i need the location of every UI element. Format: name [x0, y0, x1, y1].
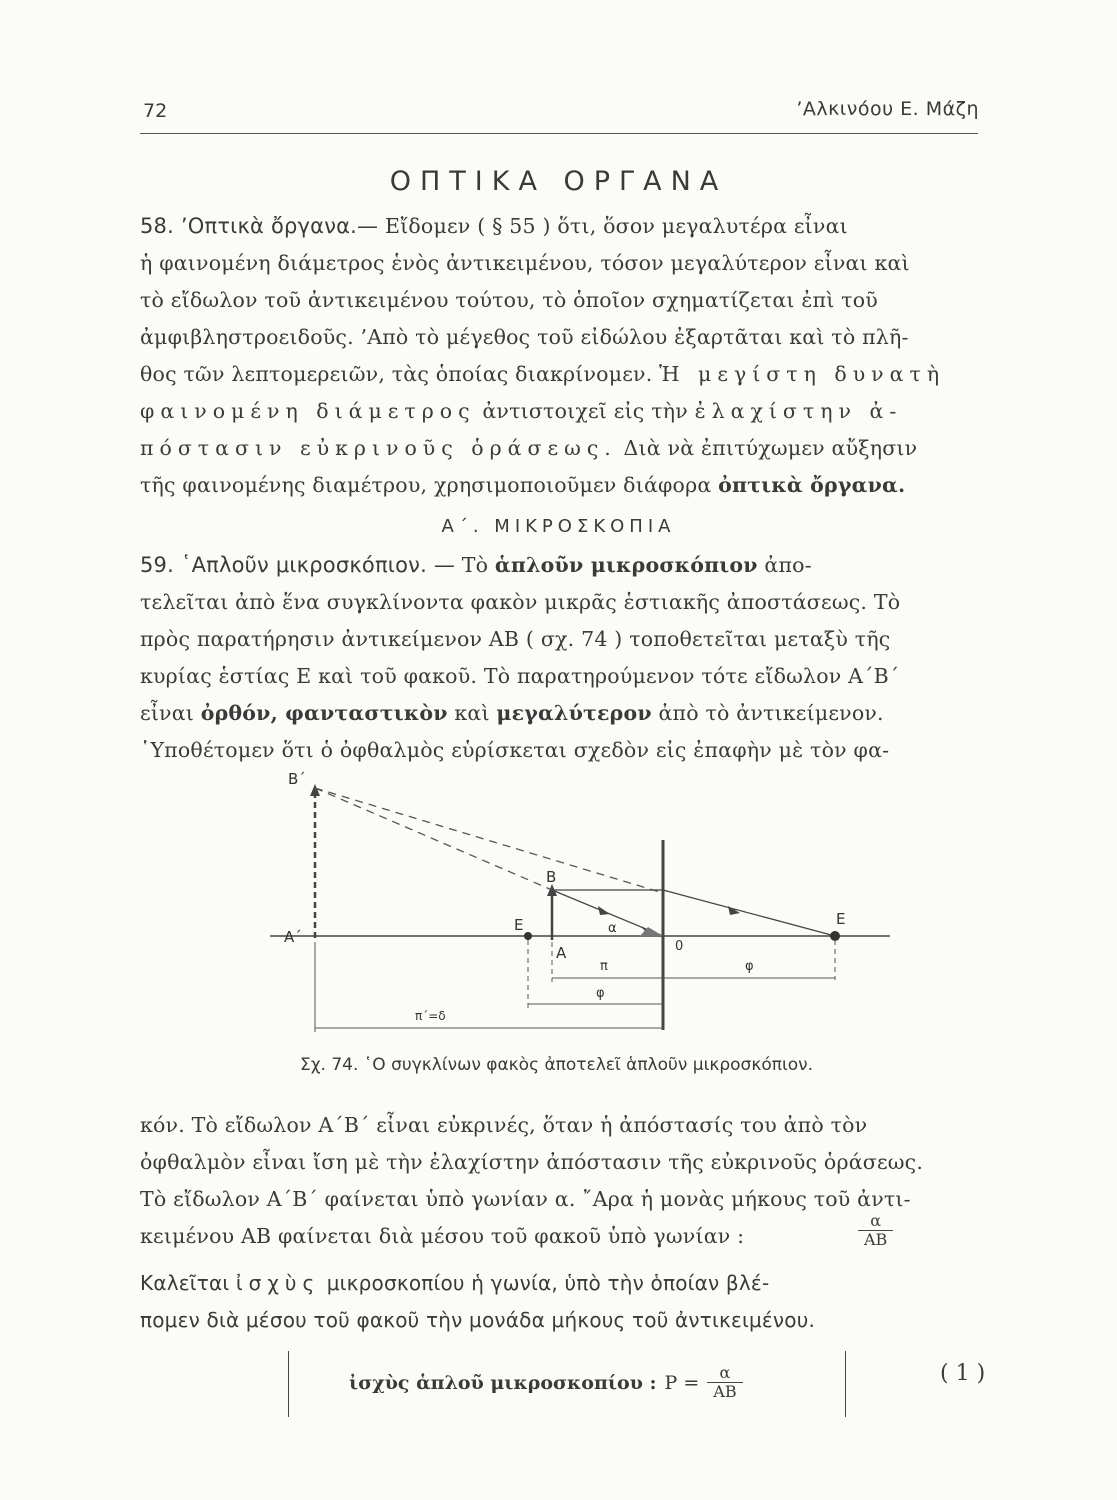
focal-point-right: [830, 931, 840, 941]
label-B: Β: [546, 868, 557, 886]
label-A: Α: [556, 944, 567, 962]
para58-line-8: τῆς φαινομένης διαμέτρου, χρησιμοποιοῦμεν διάφορα ὀπτικὰ ὄργανα.: [140, 473, 906, 497]
label-B-prime: Β΄: [288, 770, 306, 788]
dashed-ray-lower: [315, 788, 552, 890]
figure-74-diagram: [270, 770, 900, 1050]
section-title: Α΄. ΜΙΚΡΟΣΚΟΠΙΑ: [441, 516, 676, 537]
cont-line-1: κόν. Τὸ εἴδωλον Α΄Β΄ εἶναι εὐκρινές, ὅταν ἡ ἀπόστασίς του ἀπὸ τὸν: [140, 1113, 868, 1137]
label-E-left: Ε: [514, 916, 524, 934]
central-ray-arrowhead: [598, 906, 610, 915]
formula-fraction: $\frac{\alpha}{AB}$: [707, 1364, 742, 1402]
power-line-2: πομεν διὰ μέσου τοῦ φακοῦ τὴν μονάδα μήκους τοῦ ἀντικειμένου.: [140, 1308, 816, 1332]
para59-line-5: εἶναι ὀρθόν, φανταστικὸν καὶ μεγαλύτερον ἀπὸ τὸ ἀντικείμενον.: [140, 701, 884, 725]
para59-line-4: κυρίας ἑστίας Ε καὶ τοῦ φακοῦ. Τὸ παρατηρούμενον τότε εἴδωλον Α΄Β΄: [140, 664, 900, 688]
para58-line-2: ἡ φαινομένη διάμετρος ἑνὸς ἀντικειμένου, τόσον μεγαλύτερον εἶναι καὶ: [140, 251, 910, 275]
label-alpha: α: [608, 921, 617, 936]
para59-line-6: ῾Υποθέτομεν ὅτι ὁ ὀφθαλμὸς εὑρίσκεται σχεδὸν εἰς ἐπαφὴν μὲ τὸν φα-: [140, 738, 890, 762]
refracted-ray: [663, 890, 835, 936]
page-number: 72: [143, 100, 168, 122]
para58-line-1: 58. ’Οπτικὰ ὄργανα.— Εἴδομεν ( § 55 ) ὅτι, ὅσον μεγαλυτέρα εἶναι: [140, 214, 848, 238]
equation-number: ( 1 ): [940, 1361, 986, 1386]
para59-line-3: πρὸς παρατήρησιν ἀντικείμενον ΑΒ ( σχ. 74 ) τοποθετεῖται μεταξὺ τῆς: [140, 627, 891, 651]
dashed-ray-upper: [315, 788, 663, 893]
cont-line-4: κειμένου ΑΒ φαίνεται διὰ μέσου τοῦ φακοῦ ὑπὸ γωνίαν :: [140, 1224, 745, 1248]
label-A-prime: Α΄: [284, 928, 302, 946]
emph-max-diameter: Ἡ μεγίστη δυνατὴ: [659, 362, 946, 386]
formula-box: [288, 1351, 846, 1417]
para59-line-2: τελεῖται ἀπὸ ἕνα συγκλίνοντα φακὸν μικρᾶς ἑστιακῆς ἀποστάσεως. Τὸ: [140, 590, 901, 614]
running-head-author: ’Αλκινόου Ε. Μάζη: [796, 98, 979, 120]
header-rule: [140, 133, 978, 134]
para58-line-7: πόστασιν εὐκρινοῦς ὁράσεως. Διὰ νὰ ἐπιτύχωμεν αὔξησιν: [140, 436, 918, 460]
label-E-right: Ε: [836, 910, 846, 928]
para59-heading: 59. ῾Απλοῦν μικροσκόπιον. —: [140, 553, 456, 577]
label-phi-lower: φ: [596, 986, 605, 1001]
chapter-title: ΟΠΤΙΚΑ ΟΡΓΑΝΑ: [389, 166, 728, 197]
para58-line-3: τὸ εἴδωλον τοῦ ἀντικειμένου τούτου, τὸ ὁποῖον σχηματίζεται ἐπὶ τοῦ: [140, 288, 878, 312]
para59-line-1: 59. ῾Απλοῦν μικροσκόπιον. — Τὸ ἁπλοῦν μικροσκόπιον ἀπο-: [140, 553, 812, 577]
cont-line-2: ὀφθαλμὸν εἶναι ἴση μὲ τὴν ἐλαχίστην ἀπόστασιν τῆς εὐκρινοῦς ὁράσεως.: [140, 1150, 924, 1174]
label-phi-upper: φ: [745, 959, 754, 974]
formula-label: ἰσχὺς ἁπλοῦ μικροσκοπίου :: [349, 1371, 657, 1394]
para58-heading: 58. ’Οπτικὰ ὄργανα.—: [140, 214, 379, 238]
focal-point-left: [524, 932, 532, 940]
figure-caption: Σχ. 74. ῾Ο συγκλίνων φακὸς ἀποτελεῖ ἁπλοῦν μικροσκόπιον.: [300, 1055, 814, 1075]
para58-line-6: φαινομένη διάμετρος ἀντιστοιχεῖ εἰς τὴν ἐλαχίστην ἀ-: [140, 399, 903, 423]
label-O: 0: [675, 939, 684, 954]
inline-fraction: $\frac{\alpha}{AB}$: [858, 1212, 893, 1250]
para58-line-5: θος τῶν λεπτομερειῶν, τὰς ὁποίας διακρίνομεν. Ἡ μεγίστη δυνατὴ: [140, 362, 946, 386]
emph-power: ἰσχὺς: [235, 1271, 321, 1295]
emph-optical-instruments: ὀπτικὰ ὄργανα.: [718, 473, 906, 497]
cont-line-3: Τὸ εἴδωλον Α΄Β΄ φαίνεται ὑπὸ γωνίαν α. ῎Αρα ἡ μονὰς μήκους τοῦ ἀντι-: [140, 1187, 911, 1211]
power-line-1: Καλεῖται ἰσχὺς μικροσκοπίου ἡ γωνία, ὑπὸ τὴν ὁποίαν βλέ-: [140, 1271, 770, 1295]
label-pi: π: [600, 959, 608, 974]
label-pi-delta: π΄=δ: [415, 1009, 446, 1023]
para58-line-4: ἀμφιβληστροειδοῦς. ’Απὸ τὸ μέγεθος τοῦ εἰδώλου ἐξαρτᾶται καὶ τὸ πλῆ-: [140, 325, 909, 349]
formula-lhs: P =: [664, 1371, 700, 1394]
